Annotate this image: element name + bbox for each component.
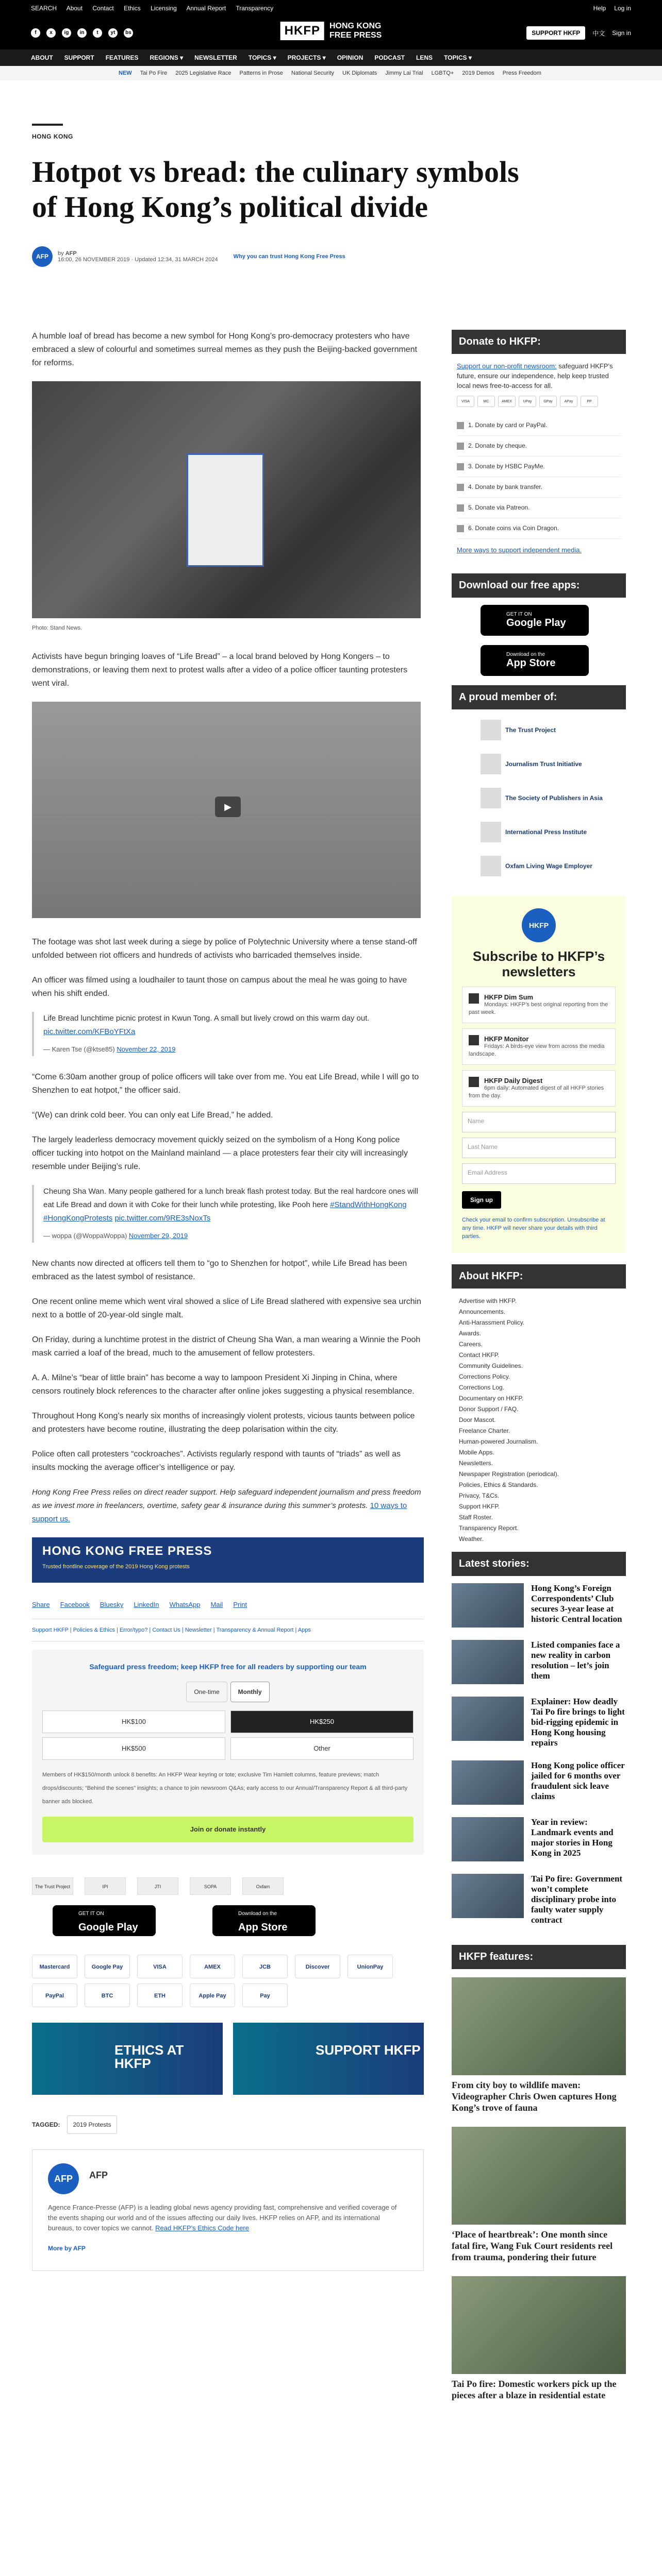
badge-title: App Store — [506, 657, 556, 669]
about-link[interactable]: Weather. — [459, 1535, 484, 1543]
bread-bag-image — [187, 453, 264, 567]
top-link-about[interactable]: About — [66, 5, 83, 12]
badge-title: App Store — [238, 1922, 288, 1933]
about-link[interactable]: Documentary on HKFP. — [459, 1395, 524, 1402]
support-link[interactable]: 10 ways to support us. — [32, 1501, 407, 1523]
member-logo-icon — [481, 720, 501, 740]
nav-podcast[interactable]: PODCAST — [374, 54, 405, 61]
paragraph: New chants now directed at officers tell them to “go to Shenzhen for hotpot”, while Life Bread has been embraced as the latest symbol of resistance. — [32, 1259, 407, 1281]
sidebar-app-badges — [452, 598, 626, 676]
help-link[interactable]: Help — [593, 5, 606, 12]
byline — [32, 246, 630, 267]
apple-pay-icon: Apple Pay — [190, 1984, 235, 2007]
story-title: Tai Po fire: Government won’t complete disciplinary probe into faulty water supply contract — [531, 1874, 623, 1925]
feature-title: Tai Po fire: Domestic workers pick up the pieces after a blaze in residential estate — [452, 2379, 617, 2400]
trending-item[interactable]: 2019 Demos — [462, 70, 494, 76]
about-link[interactable]: Support HKFP. — [459, 1503, 500, 1510]
author-box-avatar[interactable]: AFP — [48, 2163, 79, 2194]
signup-fine-print: Check your email to confirm subscription. Unsubscribe at any time. HKFP will never share your details with third parties. — [462, 1217, 605, 1240]
ipi-logo[interactable]: IPI — [85, 1877, 126, 1895]
latest-stories — [452, 1576, 626, 1945]
email-field[interactable]: Email Address — [462, 1163, 616, 1184]
nav-newsletter[interactable]: NEWSLETTER — [194, 54, 237, 61]
paragraph: A humble loaf of bread has become a new symbol for Hong Kong’s pro-democracy protesters who have embraced a slew of colourful and sometimes surreal memes as they push the Beijing-backed government for reforms. — [32, 332, 418, 367]
last-name-field[interactable]: Last Name — [462, 1138, 616, 1158]
nav-topics-2[interactable]: TOPICS ▾ — [444, 54, 472, 61]
new-badge: NEW — [119, 70, 132, 76]
paragraph: The largely leaderless democracy movement quickly seized on the symbolism of a Hong Kong police officer tucking into hotpot on the Mainland mainland — a place protesters fear their city will increasingly resemble under Beijing’s rule. — [32, 1136, 408, 1171]
about-link[interactable]: Human-powered Journalism. — [459, 1438, 538, 1445]
about-link[interactable]: Advertise with HKFP. — [459, 1297, 517, 1304]
embedded-tweet — [32, 1185, 424, 1243]
about-link[interactable]: Door Mascot. — [459, 1416, 496, 1423]
photo-caption: Photo: Stand News. — [32, 625, 82, 631]
newsletter-option[interactable] — [462, 1070, 616, 1107]
paragraph: The footage was shot last week during a siege by police of Polytechnic University where a tense stand-off unfolded between riot officers and hundreds of activists who barricaded themselves inside. — [32, 938, 417, 960]
story-thumbnail — [452, 1583, 524, 1628]
byline-text — [58, 250, 218, 263]
trending-item[interactable]: Patterns in Prose — [239, 70, 283, 76]
feature-story[interactable] — [452, 2276, 626, 2401]
author-bio-text: Agence France-Presse (AFP) is a leading global news agency providing fast, comprehensive and verified coverage of the events shaping our world and of the issues affecting our daily lives. HKFP relies on AFP, and its international bureaus, to cover topics we cannot. — [48, 2204, 397, 2232]
latest-story[interactable] — [452, 1583, 626, 1628]
share-label[interactable]: Share — [32, 1601, 50, 1608]
divider — [32, 124, 63, 126]
sign-up-button[interactable]: Sign up — [462, 1191, 501, 1209]
feature-image — [452, 1977, 626, 2075]
about-links — [452, 1289, 626, 1552]
about-link[interactable]: Mobile Apps. — [459, 1449, 494, 1456]
monthly-option[interactable]: Monthly — [230, 1682, 270, 1702]
tweet-body — [43, 1185, 424, 1225]
badge-subtitle: GET IT ON — [78, 1911, 104, 1917]
donate-widget — [32, 1650, 424, 1855]
badge-title: Google Play — [506, 617, 566, 629]
tweet-text: Life Bread lunchtime picnic protest in Kwun Tong. A small but lively crowd on this warm day out. — [43, 1014, 370, 1023]
apple-pay-icon: APay — [560, 396, 577, 407]
nav-topics[interactable]: TOPICS ▾ — [248, 54, 276, 61]
share-whatsapp[interactable]: WhatsApp — [169, 1601, 201, 1608]
member-name: Journalism Trust Initiative — [505, 760, 582, 768]
member-benefits: Members of HK$150/month unlock 8 benefits: An HKFP Wear keyring or tote; exclusive Tim Hamlett columns, feature previews; match drops/discounts; “Behind the scenes” insights; a chance to join newsroom Q&As; early access to our Annual/Transparency Report & all third-party banner ads blocked. — [42, 1772, 408, 1805]
article-header — [32, 124, 630, 267]
linkedin-icon[interactable]: in — [77, 28, 87, 38]
nav-opinion[interactable]: OPINION — [337, 54, 363, 61]
member-name: The Trust Project — [505, 726, 556, 734]
newsletter-desc: Mondays: HKFP’s best original reporting from the past week. — [469, 1002, 608, 1015]
donate-option[interactable]: 1. Donate by card or PayPal. — [457, 415, 621, 436]
author-avatar[interactable]: AFP — [32, 246, 53, 267]
about-link[interactable]: Contact HKFP. — [459, 1351, 500, 1359]
trending-item[interactable]: LGBTQ+ — [431, 70, 454, 76]
donate-sidebar-text — [457, 361, 621, 391]
youtube-icon[interactable]: yt — [108, 28, 118, 38]
support-blurb — [32, 1486, 424, 1526]
tweet-text: Cheung Sha Wan. Many people gathered for a lunch break flash protest today. But the real hardcore ones will eat Life Bread and down it with Coke for their lunch while protesting, like Pooh here — [43, 1187, 419, 1209]
share-print[interactable]: Print — [233, 1601, 247, 1608]
feature-image — [452, 2127, 626, 2225]
member-name: International Press Institute — [505, 828, 587, 836]
donate-sidebar-link[interactable]: Support our non-profit newsroom: — [457, 362, 557, 370]
member-title: A proud member of: — [452, 685, 626, 709]
app-store-badge[interactable] — [212, 1905, 316, 1936]
story-title: Hong Kong police officer jailed for 6 months over fraudulent sick leave claims — [531, 1760, 625, 1801]
embedded-tweet — [32, 1012, 424, 1056]
newsletter-signup — [452, 896, 626, 1253]
about-link[interactable]: Staff Roster. — [459, 1514, 493, 1521]
app-store-badges — [53, 1905, 424, 1936]
author-box-name[interactable]: AFP — [89, 2170, 108, 2180]
newsletter-option[interactable] — [462, 1028, 616, 1065]
jti-logo[interactable]: JTI — [137, 1877, 178, 1895]
embedded-video[interactable] — [32, 702, 421, 918]
tweet-source — [43, 1229, 424, 1243]
member-logo-icon — [481, 856, 501, 876]
story-title: Listed companies face a new reality in carbon resolution – let’s join them — [531, 1640, 620, 1681]
amount-option[interactable]: HK$100 — [42, 1710, 225, 1733]
about-link[interactable]: Policies, Ethics & Standards. — [459, 1481, 538, 1488]
trust-logos — [32, 1877, 424, 1895]
feature-title: From city boy to wildlife maven: Videographer Chris Owen captures Hong Kong’s trove of fauna — [452, 2080, 617, 2113]
author-bio — [48, 2202, 408, 2233]
telegram-icon[interactable]: t — [93, 28, 102, 38]
member-logo[interactable] — [481, 751, 626, 777]
payment-methods — [32, 1955, 424, 2007]
top-link-ethics[interactable]: Ethics — [124, 5, 141, 12]
amex-icon: AMEX — [498, 396, 516, 407]
bluesky-icon[interactable]: bs — [124, 28, 133, 38]
top-link-transparency[interactable]: Transparency — [236, 5, 274, 12]
unionpay-icon: UPay — [519, 396, 536, 407]
brand-row — [0, 16, 662, 49]
nav-support[interactable]: SUPPORT — [64, 54, 94, 61]
hkfp-logo: HKFP — [522, 908, 556, 942]
about-link[interactable]: Corrections Log. — [459, 1384, 505, 1391]
amount-option[interactable]: HK$500 — [42, 1737, 225, 1760]
latest-story[interactable] — [452, 1697, 626, 1748]
share-linkedin[interactable]: LinkedIn — [134, 1601, 159, 1608]
story-thumbnail — [452, 1817, 524, 1861]
ethics-code-link[interactable]: Read HKFP’s Ethics Code here — [155, 2224, 249, 2232]
about-link[interactable]: Corrections Policy. — [459, 1373, 510, 1380]
story-title: Year in review: Landmark events and major stories in Hong Kong in 2025 — [531, 1817, 614, 1858]
about-link[interactable]: Privacy, T&Cs. — [459, 1492, 500, 1499]
login-link[interactable]: Log in — [614, 5, 631, 12]
share-mail[interactable]: Mail — [210, 1601, 223, 1608]
paragraph: Activists have begun bringing loaves of “Life Bread” – a local brand beloved by Hong Kongers – to demonstrations, or leaving them next to protest walls after a video of a police officer taunting protesters went viral. — [32, 652, 408, 688]
author-name[interactable]: AFP — [65, 250, 77, 257]
google-play-badge[interactable] — [53, 1905, 156, 1936]
google-pay-icon: GPay — [539, 396, 557, 407]
badge-subtitle: Download on the — [238, 1911, 277, 1917]
newsletter-desc: 6pm daily: Automated digest of all HKFP stories from the day. — [469, 1085, 604, 1099]
bitcoin-icon: BTC — [85, 1984, 130, 2007]
paragraph: On Friday, during a lunchtime protest in the district of Cheung Sha Wan, a man wearing a Winnie the Pooh mask carried a loaf of the bread, much to the amusement of fellow protesters. — [32, 1335, 421, 1358]
mastercard-icon: MC — [477, 396, 495, 407]
google-play-badge[interactable] — [481, 605, 589, 636]
feature-story[interactable] — [452, 2127, 626, 2263]
article-title: Hotpot vs bread: the culinary symbols of Hong Kong’s political divide — [32, 155, 519, 224]
donate-button[interactable]: Join or donate instantly — [42, 1817, 413, 1842]
tweet-date[interactable]: November 22, 2019 — [117, 1045, 176, 1053]
play-icon[interactable]: ▶ — [215, 796, 241, 817]
donate-option[interactable]: 4. Donate by bank transfer. — [457, 477, 621, 498]
story-title: Hong Kong’s Foreign Correspondents’ Club secures 3-year lease at historic Central location — [531, 1583, 622, 1624]
pay-icon: Pay — [242, 1984, 288, 2007]
paragraph: A. A. Milne’s “bear of little brain” has become a way to lampoon President Xi Jinping in China, where censors routinely block references to the character after online jokes suggesting a physical resemblance. — [32, 1374, 415, 1396]
trending-bar — [0, 66, 662, 80]
donate-sidebar-body: safeguard HKFP’s future, ensure our independence, help keep trusted local news free-to-access for all. — [457, 362, 613, 389]
banner-subtitle: Trusted frontline coverage of the 2019 Hong Kong protests — [42, 1564, 190, 1570]
features-title: HKFP features: — [452, 1945, 626, 1969]
category-label[interactable]: HONG KONG — [32, 133, 73, 140]
latest-story[interactable] — [452, 1640, 626, 1684]
donate-option[interactable]: 6. Donate coins via Coin Dragon. — [457, 518, 621, 539]
top-link-licensing[interactable]: Licensing — [151, 5, 177, 12]
feature-stories — [452, 1969, 626, 2401]
tweet-date[interactable]: November 29, 2019 — [128, 1232, 188, 1240]
about-title: About HKFP: — [452, 1264, 626, 1289]
newsletter-name: HKFP Dim Sum — [484, 993, 534, 1001]
facebook-icon[interactable]: f — [31, 28, 40, 38]
amount-other[interactable]: Other — [230, 1737, 413, 1760]
member-name: Oxfam Living Wage Employer — [505, 862, 592, 870]
author-box — [32, 2149, 424, 2271]
paragraph: “Come 6:30am another group of police officers will take over from me. You eat Life Bread, while I will go to Shenzhen to eat hotpot,” the officer said. — [32, 1073, 419, 1095]
newsletter-name: HKFP Daily Digest — [484, 1077, 543, 1084]
unionpay-icon: UnionPay — [347, 1955, 393, 1978]
member-logo-icon — [481, 754, 501, 774]
discover-icon: Discover — [295, 1955, 340, 1978]
donate-sidebar-title: Donate to HKFP: — [452, 330, 626, 354]
article-body — [32, 330, 424, 2271]
about-link[interactable]: Donor Support / FAQ. — [459, 1405, 519, 1413]
mastercard-icon: Mastercard — [32, 1955, 77, 1978]
badge-subtitle: GET IT ON — [506, 612, 532, 617]
amount-option-selected[interactable]: HK$250 — [230, 1710, 413, 1733]
tweet-body — [43, 1012, 424, 1039]
about-link[interactable]: Awards. — [459, 1330, 482, 1337]
paypal-icon: PP — [581, 396, 598, 407]
tweet-hashtags[interactable]: #StandWithHongKong #HongKongProtests — [43, 1200, 407, 1223]
about-link[interactable]: Freelance Charter. — [459, 1427, 510, 1434]
visa-icon: VISA — [137, 1955, 183, 1978]
share-links — [32, 1598, 424, 1612]
sidebar — [452, 330, 626, 2414]
donate-amounts — [42, 1710, 413, 1760]
about-link[interactable]: Community Guidelines. — [459, 1362, 523, 1369]
hkfp-banner-ad[interactable] — [32, 1537, 424, 1583]
tweet-link[interactable]: pic.twitter.com/KFBoYFtXa — [43, 1027, 136, 1036]
tagged-label: TAGGED: — [32, 2121, 60, 2128]
about-link[interactable]: Newsletters. — [459, 1460, 493, 1467]
donate-heading[interactable]: Safeguard press freedom; keep HKFP free for all readers by supporting our team — [89, 1663, 367, 1671]
feature-story[interactable] — [452, 1977, 626, 2113]
member-logo[interactable] — [481, 853, 626, 879]
feature-image — [452, 2276, 626, 2374]
support-banner[interactable]: SUPPORT HKFP — [233, 2023, 424, 2095]
badge-title: Google Play — [78, 1922, 138, 1933]
nav-features[interactable]: FEATURES — [105, 54, 139, 61]
nav-about[interactable]: ABOUT — [31, 54, 53, 61]
story-title: Explainer: How deadly Tai Po fire brings to light bid-rigging epidemic in Hong Kong housing repairs — [531, 1697, 625, 1748]
donate-option[interactable]: 3. Donate by HSBC PayMe. — [457, 456, 621, 477]
chinese-link[interactable]: 中文 — [592, 29, 605, 37]
trending-item[interactable]: Jimmy Lai Trial — [385, 70, 423, 76]
latest-story[interactable] — [452, 1874, 626, 1925]
one-time-option[interactable]: One-time — [186, 1682, 227, 1702]
about-link[interactable]: Newspaper Registration (periodical). — [459, 1470, 559, 1478]
paragraph: “(We) can drink cold beer. You can only eat Life Bread,” he added. — [32, 1111, 273, 1120]
jcb-icon: JCB — [242, 1955, 288, 1978]
feature-title: ‘Place of heartbreak’: One month since fatal fire, Wang Fuk Court residents reel from trauma, pondering their future — [452, 2229, 613, 2262]
member-logos — [452, 709, 626, 891]
support-text: Hong Kong Free Press relies on direct reader support. Help safeguard independent journalism and press freedom as we invest more in freelancers, overtime, safety gear & insurance during this summer’s protests. — [32, 1488, 421, 1510]
more-ways-link[interactable]: More ways to support independent media. — [457, 546, 582, 554]
paragraph: An officer was filmed using a loudhailer to taunt those on campus about the meal he was going to have when his shift ended. — [32, 976, 407, 998]
amex-icon: AMEX — [190, 1955, 235, 1978]
visa-icon: VISA — [457, 396, 474, 407]
instagram-icon[interactable]: ig — [62, 28, 71, 38]
about-link[interactable]: Careers. — [459, 1341, 483, 1348]
apps-title: Download our free apps: — [452, 573, 626, 598]
social-icons — [31, 28, 133, 38]
nav-projects[interactable]: PROJECTS ▾ — [287, 54, 326, 61]
site-logo[interactable] — [280, 22, 382, 40]
logo-mark: HKFP — [280, 22, 324, 40]
donate-options — [457, 415, 621, 539]
support-hkfp-button[interactable]: SUPPORT HKFP — [526, 26, 585, 40]
banner-title: HONG KONG FREE PRESS — [42, 1544, 212, 1558]
share-bluesky[interactable]: Bluesky — [100, 1601, 124, 1608]
byline-label: by — [58, 250, 64, 257]
member-logo-icon — [481, 822, 501, 842]
donate-option[interactable]: 2. Donate by cheque. — [457, 436, 621, 456]
top-links — [31, 5, 282, 12]
story-thumbnail — [452, 1874, 524, 1918]
about-link[interactable]: Anti-Harassment Policy. — [459, 1319, 525, 1326]
top-link-annual-report[interactable]: Annual Report — [186, 5, 226, 12]
paypal-icon: PayPal — [32, 1984, 77, 2007]
top-bar — [0, 0, 662, 16]
top-link-search[interactable]: SEARCH — [31, 5, 57, 12]
newsletter-desc: Fridays: A birds-eye view from across the media landscape. — [469, 1043, 605, 1057]
latest-story[interactable] — [452, 1817, 626, 1861]
nav-regions[interactable]: REGIONS ▾ — [150, 54, 184, 61]
about-link[interactable]: Transparency Report. — [459, 1524, 519, 1532]
member-name: The Society of Publishers in Asia — [505, 794, 603, 802]
share-facebook[interactable]: Facebook — [60, 1601, 90, 1608]
promo-banners — [32, 2023, 424, 2095]
logo-text — [329, 22, 382, 40]
donate-option[interactable]: 5. Donate via Patreon. — [457, 498, 621, 518]
oxfam-logo[interactable]: Oxfam — [242, 1877, 284, 1895]
newsletter-option[interactable] — [462, 987, 616, 1023]
tweet-author: — woppa (@WoppaWoppa) — [43, 1232, 127, 1240]
sign-in-link[interactable]: Sign in — [612, 29, 631, 37]
story-thumbnail — [452, 1640, 524, 1684]
story-thumbnail — [452, 1760, 524, 1805]
badge-subtitle: Download on the — [506, 652, 545, 657]
logo-line-2: FREE PRESS — [329, 31, 382, 40]
tweet-source — [43, 1043, 424, 1056]
paragraph: Police often call protesters “cockroaches”. Activists regularly respond with taunts of “triads” as well as insults mocking the average officer’s intelligence or pay. — [32, 1450, 401, 1472]
latest-story[interactable] — [452, 1760, 626, 1805]
paragraph: Throughout Hong Kong’s nearly six months of increasingly violent protests, vicious taunts between police and protesters have become routine, illustrating the deep polarisation within the city. — [32, 1412, 415, 1434]
publish-date: 16:00, 26 NOVEMBER 2019 · Updated 12:34, 31 MARCH 2024 — [58, 257, 218, 263]
support-links-row[interactable]: Support HKFP | Policies & Ethics | Error/typo? | Contact Us | Newsletter | Transparency & Annual Report | Apps — [32, 1627, 311, 1633]
donate-sidebar — [452, 354, 626, 562]
top-link-contact[interactable]: Contact — [92, 5, 114, 12]
google-pay-icon: Google Pay — [85, 1955, 130, 1978]
newsletter-title: Subscribe to HKFP’s newsletters — [472, 948, 605, 979]
trending-item[interactable]: 2025 Legislative Race — [175, 70, 231, 76]
card-icons — [457, 396, 621, 407]
about-link[interactable]: Announcements. — [459, 1308, 506, 1315]
latest-title: Latest stories: — [452, 1552, 626, 1576]
member-logo[interactable] — [481, 819, 626, 845]
tag-link[interactable]: 2019 Protests — [67, 2115, 117, 2134]
tweet-author: — Karen Tse (@ktse85) — [43, 1045, 115, 1053]
story-thumbnail — [452, 1697, 524, 1741]
x-icon[interactable]: x — [46, 28, 56, 38]
newsletter-name: HKFP Monitor — [484, 1035, 529, 1043]
more-by-author-link[interactable]: More by AFP — [48, 2245, 86, 2252]
trending-item[interactable]: Press Freedom — [502, 70, 541, 76]
member-logo-icon — [481, 788, 501, 808]
app-store-badge[interactable] — [481, 645, 589, 676]
trending-item[interactable]: Tai Po Fire — [140, 70, 168, 76]
tweet-link[interactable]: pic.twitter.com/9RE3sNoxTs — [114, 1214, 211, 1223]
logo-line-1: HONG KONG — [329, 22, 382, 30]
donate-frequency-toggle — [42, 1682, 413, 1702]
trending-item[interactable]: UK Diplomats — [342, 70, 377, 76]
nav-lens[interactable]: LENS — [416, 54, 433, 61]
ethereum-icon: ETH — [137, 1984, 183, 2007]
trust-project-logo[interactable]: The Trust Project — [32, 1877, 73, 1895]
member-logo[interactable] — [481, 785, 626, 811]
ethics-banner[interactable]: ETHICS AT HKFP — [32, 2023, 223, 2095]
sopa-logo[interactable]: SOPA — [190, 1877, 231, 1895]
paragraph: One recent online meme which went viral showed a slice of Life Bread slathered with expensive sea urchin next to a bottle of 20-year-old single malt. — [32, 1297, 422, 1319]
trending-item[interactable]: National Security — [291, 70, 335, 76]
name-field[interactable]: Name — [462, 1112, 616, 1132]
member-logo[interactable] — [481, 717, 626, 743]
trust-link[interactable]: Why you can trust Hong Kong Free Press — [233, 253, 345, 260]
tags-row — [32, 2115, 424, 2134]
article-photo — [32, 381, 421, 618]
main-nav — [0, 49, 662, 66]
